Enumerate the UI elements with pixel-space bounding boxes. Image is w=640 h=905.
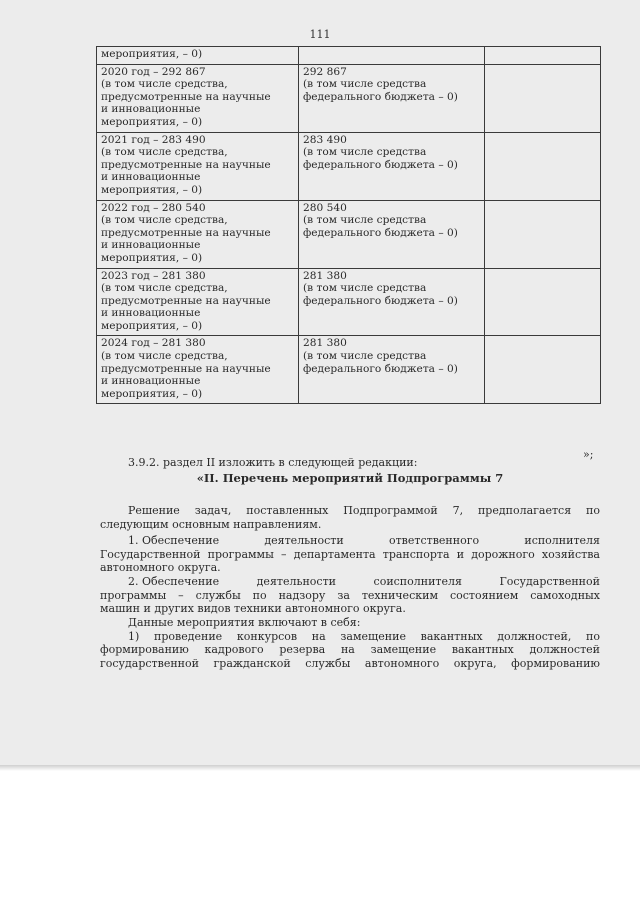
item1-word: исполнителя xyxy=(524,534,600,547)
direction-item-1 xyxy=(100,534,600,575)
item1-line: Государственной программы – департамента транспорта и дорожного хозяйства xyxy=(100,547,600,561)
item2-line: машин и других видов техники автономного округа. xyxy=(100,602,406,615)
funding-table xyxy=(96,46,601,404)
intro-line: Решение задач, поставленных Подпрограммой 7, предполагается по xyxy=(128,504,600,517)
table-cell-empty xyxy=(485,47,601,65)
item1-word: деятельности xyxy=(264,534,344,547)
table-row xyxy=(97,64,601,132)
table-cell-empty xyxy=(485,268,601,336)
item2-word: деятельности xyxy=(256,575,336,588)
section-title: «II. Перечень мероприятий Подпрограммы 7 xyxy=(196,471,504,485)
table-cell-empty xyxy=(485,336,601,404)
table-cell-empty xyxy=(485,200,601,268)
table-cell-total: 2022 год – 280 540 (в том числе средства, предусмотренные на научные и инновационные мероприятия, – 0) xyxy=(97,200,299,268)
table-cell-total: 2021 год – 283 490 (в том числе средства, предусмотренные на научные и инновационные мероприятия, – 0) xyxy=(97,132,299,200)
table-row xyxy=(97,336,601,404)
instruction-line: 3.9.2. раздел II изложить в следующей редакции: xyxy=(128,456,418,469)
activity1-line: формированию кадрового резерва на замещение вакантных должностей xyxy=(100,643,600,656)
table-cell-federal xyxy=(299,47,485,65)
table-cell-total: 2023 год – 281 380 (в том числе средства, предусмотренные на научные и инновационные мероприятия, – 0) xyxy=(97,268,299,336)
activity1-line: государственной гражданской службы автономного округа, формированию xyxy=(100,656,600,670)
table-row xyxy=(97,268,601,336)
table-row xyxy=(97,200,601,268)
item1-word: 1. Обеспечение xyxy=(128,534,220,547)
intro-line: следующим основным направлениям. xyxy=(100,517,322,531)
item2-word: соисполнителя xyxy=(373,575,462,588)
table-cell-total: 2020 год – 292 867 (в том числе средства, предусмотренные на научные и инновационные мероприятия, – 0) xyxy=(97,64,299,132)
table-cell-federal: 281 380 (в том числе средства федерального бюджета – 0) xyxy=(299,268,485,336)
activities-intro: Данные мероприятия включают в себя: xyxy=(128,616,361,629)
table-cell-federal: 281 380 (в том числе средства федерального бюджета – 0) xyxy=(299,336,485,404)
table-cell-empty xyxy=(485,132,601,200)
closing-quote-mark: »; xyxy=(583,448,594,461)
table-cell-total: 2024 год – 281 380 (в том числе средства, предусмотренные на научные и инновационные мероприятия, – 0) xyxy=(97,336,299,404)
item1-first-line xyxy=(100,534,600,548)
table-row xyxy=(97,132,601,200)
scan-edge-shadow xyxy=(0,765,640,771)
table-cell-federal: 280 540 (в том числе средства федерального бюджета – 0) xyxy=(299,200,485,268)
table-cell-federal: 283 490 (в том числе средства федерального бюджета – 0) xyxy=(299,132,485,200)
activities-paragraph xyxy=(100,616,600,670)
item2-first-line xyxy=(100,575,600,589)
item2-word: 2. Обеспечение xyxy=(128,575,220,588)
item1-word: ответственного xyxy=(388,534,480,547)
intro-paragraph xyxy=(100,504,600,531)
table-cell-empty xyxy=(485,64,601,132)
activity1-line: 1) проведение конкурсов на замещение вакантных должностей, по xyxy=(128,629,600,643)
item1-line: автономного округа. xyxy=(100,561,221,574)
item2-line: программы – службы по надзору за техническим состоянием самоходных xyxy=(100,588,600,602)
direction-item-2 xyxy=(100,575,600,616)
table-row xyxy=(97,47,601,65)
table-cell-federal: 292 867 (в том числе средства федерального бюджета – 0) xyxy=(299,64,485,132)
amendment-instruction xyxy=(100,456,600,470)
page-number: 111 xyxy=(309,28,331,41)
item2-word: Государственной xyxy=(499,575,600,588)
table-cell-total: мероприятия, – 0) xyxy=(97,47,299,65)
